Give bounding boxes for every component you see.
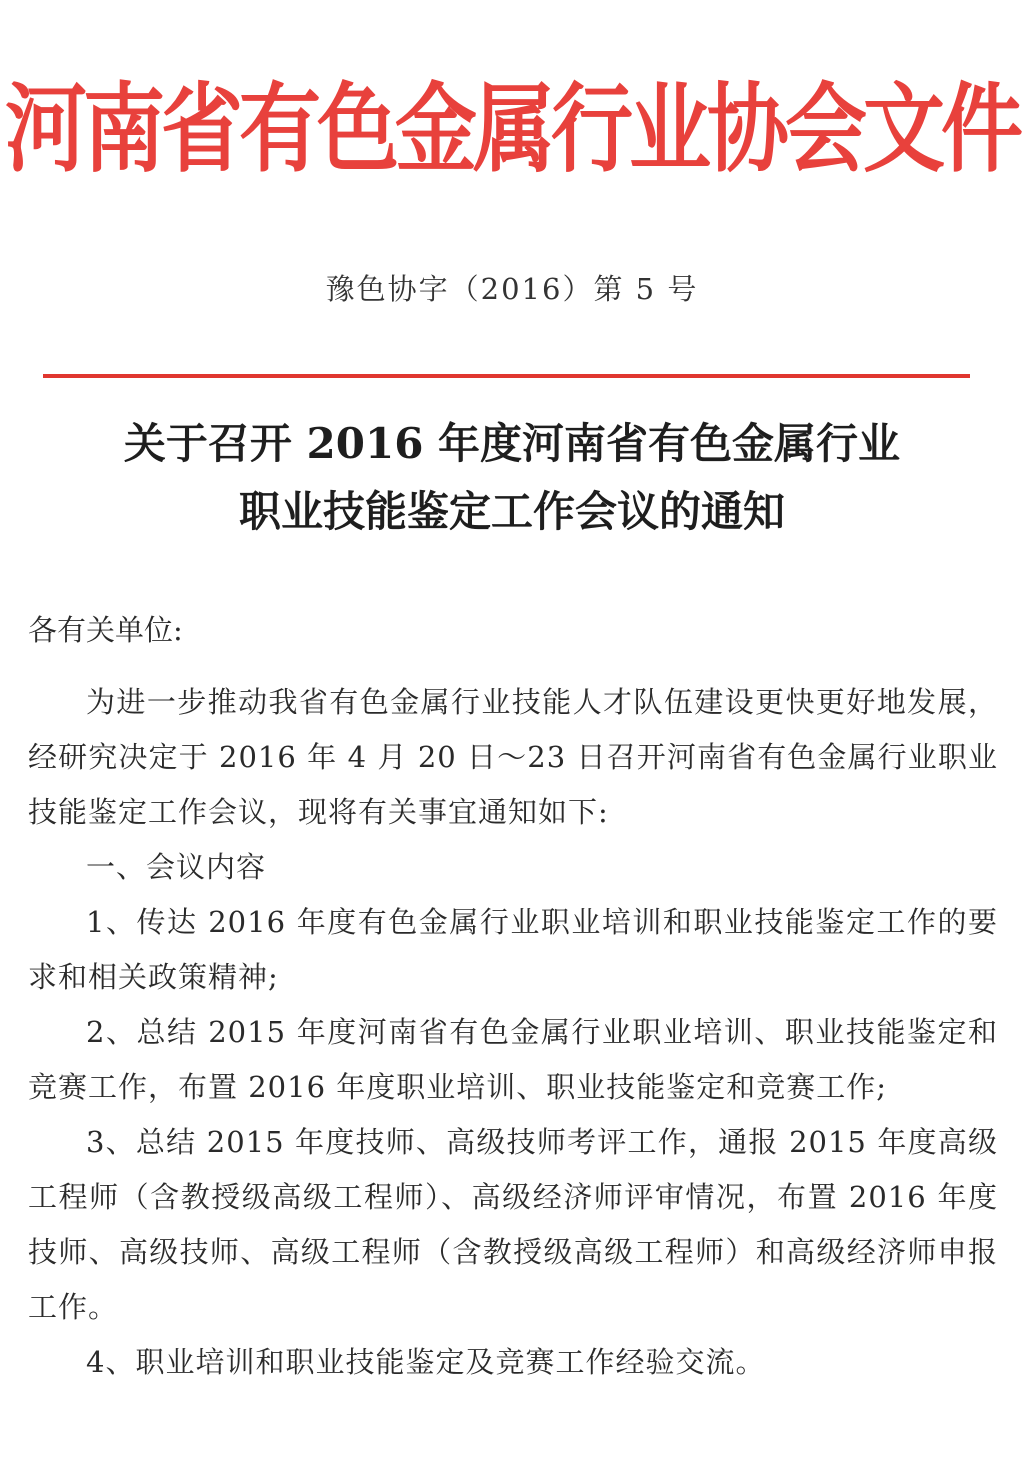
notice-title [0,410,1024,546]
list-item-2: 2、总结 2015 年度河南省有色金属行业职业培训、职业技能鉴定和竞赛工作，布置 2016 年度职业培训、职业技能鉴定和竞赛工作; [28,1015,998,1104]
notice-title-line-1: 关于召开 2016 年度河南省有色金属行业 [123,419,901,468]
document-body [28,675,998,1390]
intro-paragraph: 为进一步推动我省有色金属行业技能人才队伍建设更快更好地发展，经研究决定于 2016 年 4 月 20 日～23 日召开河南省有色金属行业职业技能鉴定工作会议，现将有关事宜通知如下: [28,685,998,829]
section-heading: 一、会议内容 [86,850,267,884]
list-item-1: 1、传达 2016 年度有色金属行业职业培训和职业技能鉴定工作的要求和相关政策精神; [28,905,998,994]
addressee: 各有关单位: [28,613,183,647]
list-item-3: 3、总结 2015 年度技师、高级技师考评工作，通报 2015 年度高级工程师（含教授级高级工程师）、高级经济师评审情况，布置 2016 年度技师、高级技师、高级工程师（含教授级高级工程师）和高级经济师申报工作。 [28,1125,998,1324]
document-header-title: 河南省有色金属行业协会文件 [4,74,1019,187]
document-number: 豫色协字（2016）第 5 号 [325,272,699,306]
notice-title-line-2: 职业技能鉴定工作会议的通知 [238,487,785,536]
list-item-4: 4、职业培训和职业技能鉴定及竞赛工作经验交流。 [86,1345,766,1379]
red-divider-line [43,374,970,378]
